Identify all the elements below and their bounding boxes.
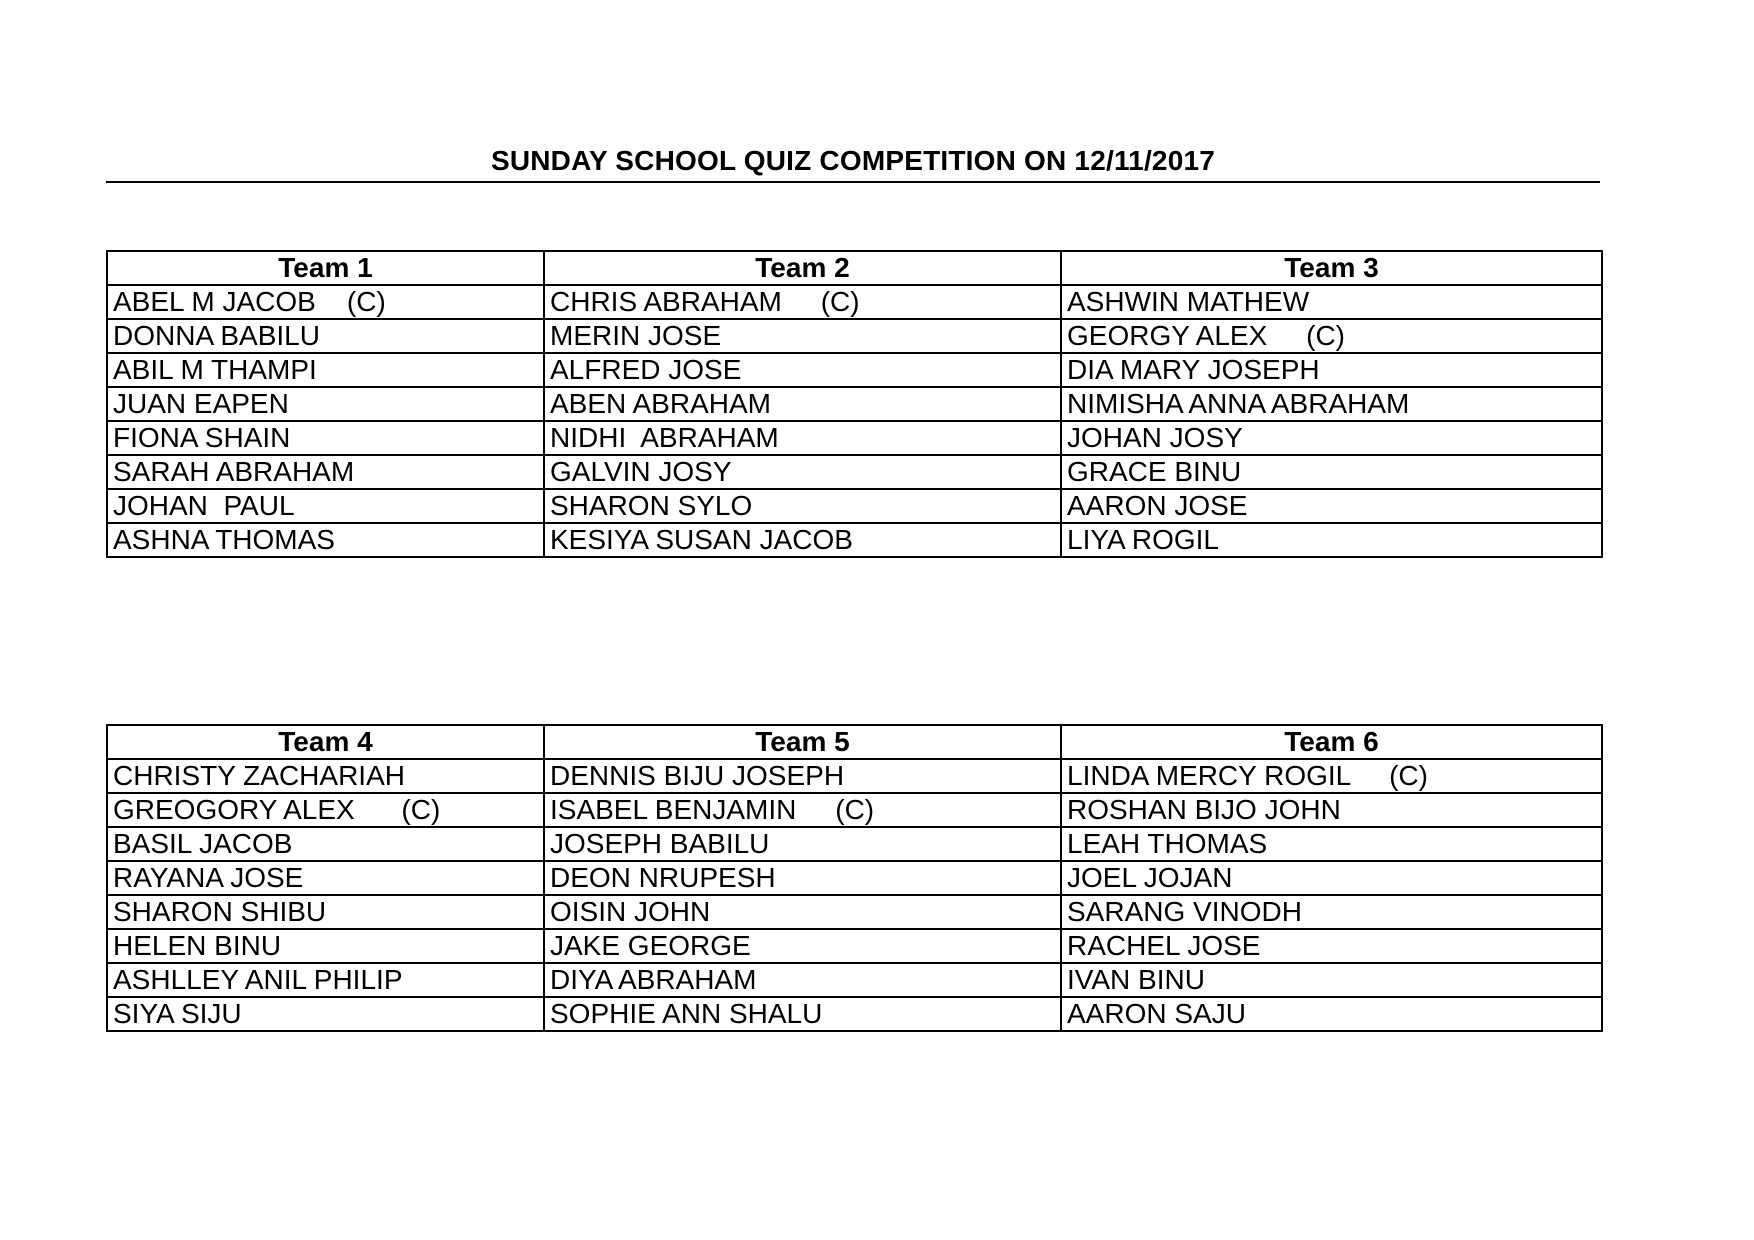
table-row <box>107 963 1602 997</box>
table-row <box>107 353 1602 387</box>
member-name-cell: GALVIN JOSY <box>544 455 1061 489</box>
page-title: SUNDAY SCHOOL QUIZ COMPETITION ON 12/11/2017 <box>490 145 1216 176</box>
member-name-cell: IVAN BINU <box>1061 963 1602 997</box>
table-row <box>107 523 1602 557</box>
title-underline <box>106 181 1600 183</box>
member-name-cell: AARON JOSE <box>1061 489 1602 523</box>
member-name-cell: ALFRED JOSE <box>544 353 1061 387</box>
member-name-cell: GEORGY ALEX (C) <box>1061 319 1602 353</box>
team-header-row <box>107 725 1602 759</box>
member-name-cell: LINDA MERCY ROGIL (C) <box>1061 759 1602 793</box>
team-header: Team 4 <box>107 725 544 759</box>
member-name-cell: CHRIS ABRAHAM (C) <box>544 285 1061 319</box>
table-row <box>107 827 1602 861</box>
table-row <box>107 895 1602 929</box>
team-header: Team 2 <box>544 251 1061 285</box>
member-name-cell: AARON SAJU <box>1061 997 1602 1031</box>
member-name-cell: MERIN JOSE <box>544 319 1061 353</box>
member-name-cell: JOHAN PAUL <box>107 489 544 523</box>
member-name-cell: NIDHI ABRAHAM <box>544 421 1061 455</box>
table-row <box>107 319 1602 353</box>
member-name-cell: ABEL M JACOB (C) <box>107 285 544 319</box>
member-name-cell: SARAH ABRAHAM <box>107 455 544 489</box>
member-name-cell: JOSEPH BABILU <box>544 827 1061 861</box>
member-name-cell: ASHLLEY ANIL PHILIP <box>107 963 544 997</box>
member-name-cell: SIYA SIJU <box>107 997 544 1031</box>
member-name-cell: SHARON SYLO <box>544 489 1061 523</box>
member-name-cell: RAYANA JOSE <box>107 861 544 895</box>
member-name-cell: ASHNA THOMAS <box>107 523 544 557</box>
table-row <box>107 387 1602 421</box>
member-name-cell: ABEN ABRAHAM <box>544 387 1061 421</box>
member-name-cell: JOHAN JOSY <box>1061 421 1602 455</box>
member-name-cell: RACHEL JOSE <box>1061 929 1602 963</box>
table-row <box>107 285 1602 319</box>
table-row <box>107 793 1602 827</box>
member-name-cell: DIYA ABRAHAM <box>544 963 1061 997</box>
member-name-cell: LIYA ROGIL <box>1061 523 1602 557</box>
table-row <box>107 759 1602 793</box>
member-name-cell: DONNA BABILU <box>107 319 544 353</box>
team-header-row <box>107 251 1602 285</box>
member-name-cell: OISIN JOHN <box>544 895 1061 929</box>
member-name-cell: DIA MARY JOSEPH <box>1061 353 1602 387</box>
member-name-cell: ASHWIN MATHEW <box>1061 285 1602 319</box>
teams-table-1-3 <box>106 250 1603 558</box>
member-name-cell: FIONA SHAIN <box>107 421 544 455</box>
member-name-cell: SHARON SHIBU <box>107 895 544 929</box>
member-name-cell: SARANG VINODH <box>1061 895 1602 929</box>
member-name-cell: JOEL JOJAN <box>1061 861 1602 895</box>
team-header: Team 5 <box>544 725 1061 759</box>
team-header: Team 6 <box>1061 725 1602 759</box>
table-row <box>107 489 1602 523</box>
member-name-cell: GRACE BINU <box>1061 455 1602 489</box>
member-name-cell: JAKE GEORGE <box>544 929 1061 963</box>
member-name-cell: GREOGORY ALEX (C) <box>107 793 544 827</box>
table-row <box>107 861 1602 895</box>
member-name-cell: CHRISTY ZACHARIAH <box>107 759 544 793</box>
member-name-cell: HELEN BINU <box>107 929 544 963</box>
table-row <box>107 455 1602 489</box>
teams-table-4-6 <box>106 724 1603 1032</box>
member-name-cell: SOPHIE ANN SHALU <box>544 997 1061 1031</box>
member-name-cell: DENNIS BIJU JOSEPH <box>544 759 1061 793</box>
table-row <box>107 929 1602 963</box>
member-name-cell: ROSHAN BIJO JOHN <box>1061 793 1602 827</box>
member-name-cell: ISABEL BENJAMIN (C) <box>544 793 1061 827</box>
table-row <box>107 421 1602 455</box>
member-name-cell: BASIL JACOB <box>107 827 544 861</box>
team-header: Team 1 <box>107 251 544 285</box>
member-name-cell: LEAH THOMAS <box>1061 827 1602 861</box>
member-name-cell: ABIL M THAMPI <box>107 353 544 387</box>
member-name-cell: JUAN EAPEN <box>107 387 544 421</box>
member-name-cell: DEON NRUPESH <box>544 861 1061 895</box>
member-name-cell: NIMISHA ANNA ABRAHAM <box>1061 387 1602 421</box>
team-header: Team 3 <box>1061 251 1602 285</box>
member-name-cell: KESIYA SUSAN JACOB <box>544 523 1061 557</box>
table-row <box>107 997 1602 1031</box>
